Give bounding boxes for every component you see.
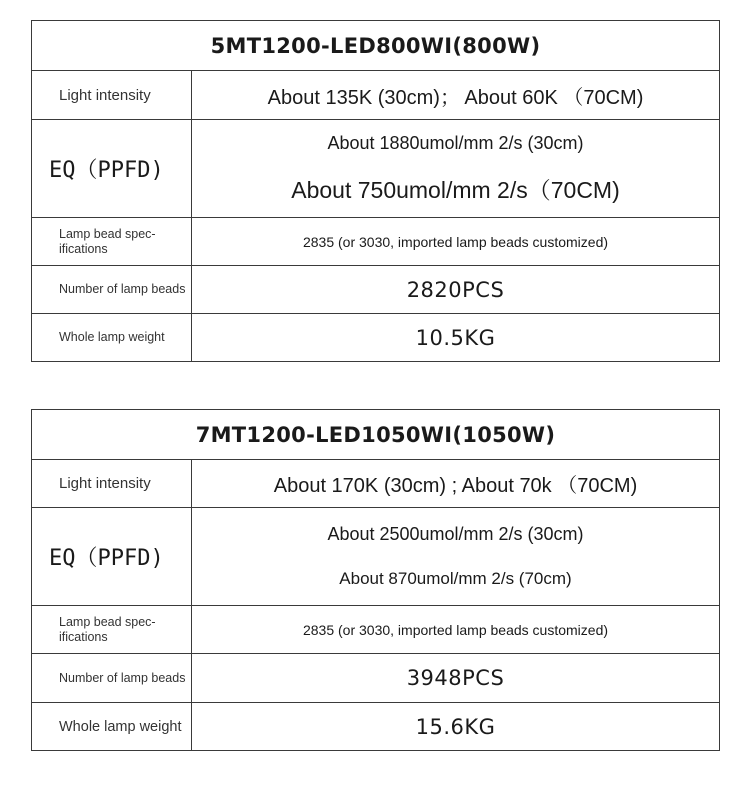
row-lamp-bead-spec: [32, 606, 720, 654]
value-eq: [192, 508, 720, 606]
value-weight: 10.5KG: [192, 314, 720, 362]
label-eq: EQ（PPFD): [32, 508, 192, 606]
value-lamp-bead-spec: 2835 (or 3030, imported lamp beads customized): [192, 606, 720, 654]
label-lamp-bead-spec: Lamp bead spec-ifications: [32, 606, 192, 654]
label-lamp-bead-count: Number of lamp beads: [32, 654, 192, 703]
value-light-intensity: About 135K (30cm)； About 60K （70CM): [192, 71, 720, 120]
row-weight: [32, 703, 720, 751]
label-light-intensity: Light intensity: [32, 460, 192, 508]
eq-value-30cm: About 2500umol/mm 2/s (30cm): [327, 524, 584, 544]
spec-table-800w: [31, 20, 720, 362]
row-light-intensity: [32, 460, 720, 508]
value-weight: 15.6KG: [192, 703, 720, 751]
value-lamp-bead-spec: 2835 (or 3030, imported lamp beads customized): [192, 218, 720, 266]
eq-value-70cm: About 750umol/mm 2/s（70CM): [291, 176, 620, 203]
label-weight: Whole lamp weight: [32, 703, 192, 751]
row-weight: [32, 314, 720, 362]
value-eq: [192, 120, 720, 218]
label-light-intensity: Light intensity: [32, 71, 192, 120]
table-title: 5MT1200-LED800WI(800W): [32, 21, 720, 71]
label-weight: Whole lamp weight: [32, 314, 192, 362]
row-eq: [32, 120, 720, 218]
row-lamp-bead-count: [32, 266, 720, 314]
value-lamp-bead-count: 3948PCS: [192, 654, 720, 703]
spec-table-1050w: [31, 409, 720, 751]
row-lamp-bead-count: [32, 654, 720, 703]
eq-value-30cm: About 1880umol/mm 2/s (30cm): [327, 132, 584, 153]
value-lamp-bead-count: 2820PCS: [192, 266, 720, 314]
table-title: 7MT1200-LED1050WI(1050W): [32, 410, 720, 460]
row-eq: [32, 508, 720, 606]
value-light-intensity: About 170K (30cm) ; About 70k （70CM): [192, 460, 720, 508]
label-eq: EQ（PPFD): [32, 120, 192, 218]
label-lamp-bead-spec: Lamp bead spec-ifications: [32, 218, 192, 266]
eq-value-70cm: About 870umol/mm 2/s (70cm): [339, 569, 572, 588]
label-lamp-bead-count: Number of lamp beads: [32, 266, 192, 314]
row-lamp-bead-spec: [32, 218, 720, 266]
row-light-intensity: [32, 71, 720, 120]
